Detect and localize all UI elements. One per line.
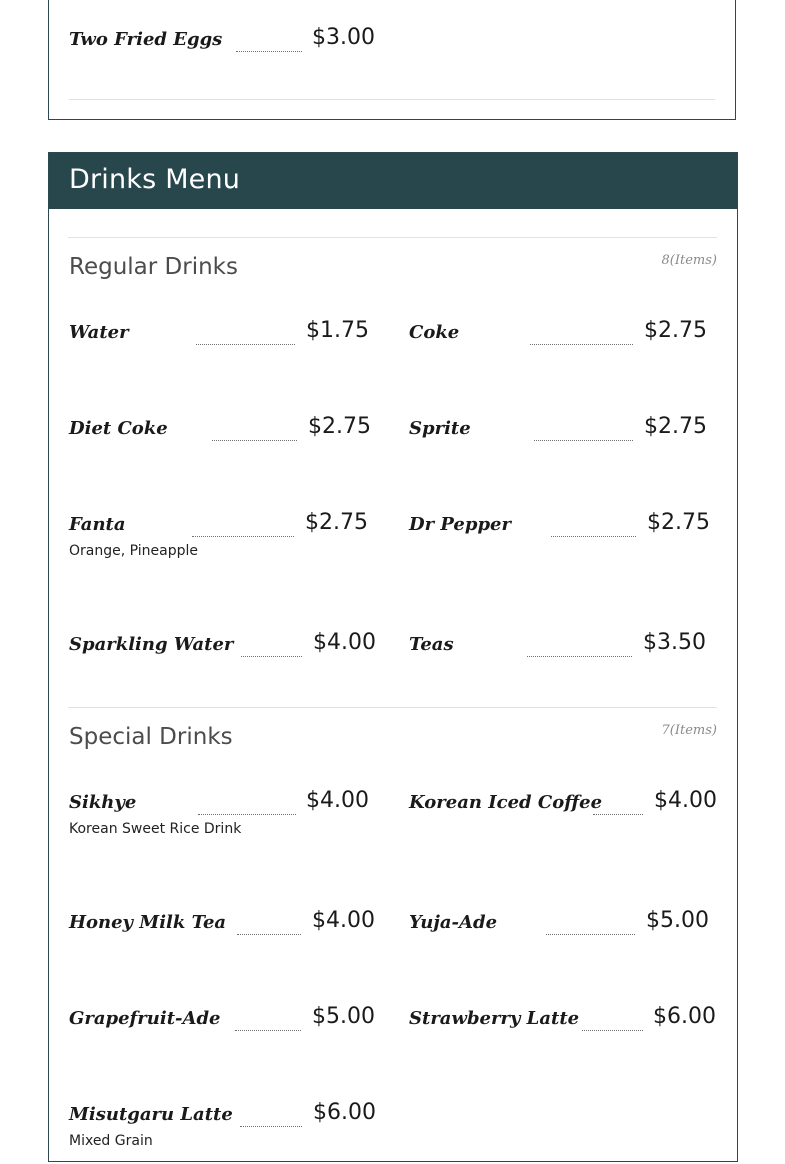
- menu-item-sparkling-water: [69, 630, 379, 694]
- item-description: Mixed Grain: [69, 1133, 153, 1149]
- menu-item-sikhye: [69, 788, 379, 852]
- item-name: Fanta: [69, 514, 126, 535]
- item-name: Grapefruit-Ade: [69, 1008, 221, 1029]
- item-price: $4.00: [313, 630, 376, 655]
- item-name: Diet Coke: [69, 418, 168, 439]
- drinks-menu-header: [49, 153, 737, 209]
- item-price: $2.75: [644, 414, 707, 439]
- menu-item-sprite: [409, 414, 719, 478]
- section-title-regular-drinks: Regular Drinks: [69, 254, 238, 280]
- item-price: $6.00: [313, 1100, 376, 1125]
- section-title-special-drinks: Special Drinks: [69, 724, 233, 750]
- dotted-leader: [192, 536, 294, 537]
- drinks-menu-title: Drinks Menu: [69, 164, 241, 195]
- item-name: Yuja-Ade: [409, 912, 498, 933]
- item-name: Teas: [409, 634, 454, 655]
- item-price: $4.00: [306, 788, 369, 813]
- item-name: Misutgaru Latte: [69, 1104, 233, 1125]
- dotted-leader: [546, 934, 635, 935]
- menu-item-korean-iced-coffee: [409, 788, 729, 852]
- item-name: Strawberry Latte: [409, 1008, 580, 1029]
- dotted-leader: [196, 344, 295, 345]
- menu-item-dr-pepper: [409, 510, 719, 574]
- menu-item-fanta: [69, 510, 379, 574]
- dotted-leader: [582, 1030, 643, 1031]
- item-price: $2.75: [647, 510, 710, 535]
- item-description: Korean Sweet Rice Drink: [69, 821, 242, 837]
- menu-item-coke: [409, 318, 719, 382]
- section-divider: [68, 707, 717, 708]
- section-divider: [68, 237, 717, 238]
- menu-item-teas: [409, 630, 719, 694]
- dotted-leader: [212, 440, 297, 441]
- dotted-leader: [240, 1126, 302, 1127]
- item-price: $5.00: [312, 1004, 375, 1029]
- dotted-leader: [534, 440, 633, 441]
- menu-item-grapefruit-ade: [69, 1004, 379, 1068]
- item-name: Sikhye: [69, 792, 137, 813]
- dotted-leader: [235, 1030, 301, 1031]
- item-name: Honey Milk Tea: [69, 912, 227, 933]
- item-price: $4.00: [654, 788, 717, 813]
- item-price: $6.00: [653, 1004, 716, 1029]
- dotted-leader: [593, 814, 643, 815]
- item-description: Orange, Pineapple: [69, 543, 198, 559]
- menu-item-misutgaru-latte: [69, 1100, 379, 1164]
- section-item-count: 7(Items): [661, 723, 717, 738]
- item-price: $5.00: [646, 908, 709, 933]
- item-price: $3.50: [643, 630, 706, 655]
- item-price: $2.75: [644, 318, 707, 343]
- menu-item-strawberry-latte: [409, 1004, 729, 1068]
- item-name: Water: [69, 322, 129, 343]
- item-name: Sprite: [409, 418, 471, 439]
- menu-item-honey-milk-tea: [69, 908, 379, 972]
- section-item-count: 8(Items): [661, 253, 717, 268]
- dotted-leader: [237, 934, 301, 935]
- item-name: Sparkling Water: [69, 634, 234, 655]
- item-price: $4.00: [312, 908, 375, 933]
- item-name: Two Fried Eggs: [69, 29, 223, 50]
- item-name: Coke: [409, 322, 460, 343]
- item-price: $1.75: [306, 318, 369, 343]
- item-name: Dr Pepper: [409, 514, 511, 535]
- dotted-leader: [551, 536, 636, 537]
- menu-item-diet-coke: [69, 414, 379, 478]
- menu-item-water: [69, 318, 379, 382]
- menu-item-two-fried-eggs: [69, 25, 375, 89]
- menu-item-yuja-ade: [409, 908, 719, 972]
- dotted-leader: [236, 51, 302, 52]
- dotted-leader: [530, 344, 633, 345]
- item-price: $2.75: [308, 414, 371, 439]
- dotted-leader: [241, 656, 302, 657]
- item-name: Korean Iced Coffee: [409, 792, 603, 813]
- dotted-leader: [527, 656, 632, 657]
- item-price: $2.75: [305, 510, 368, 535]
- item-price: $3.00: [312, 25, 375, 50]
- section-divider: [69, 99, 715, 100]
- dotted-leader: [198, 814, 296, 815]
